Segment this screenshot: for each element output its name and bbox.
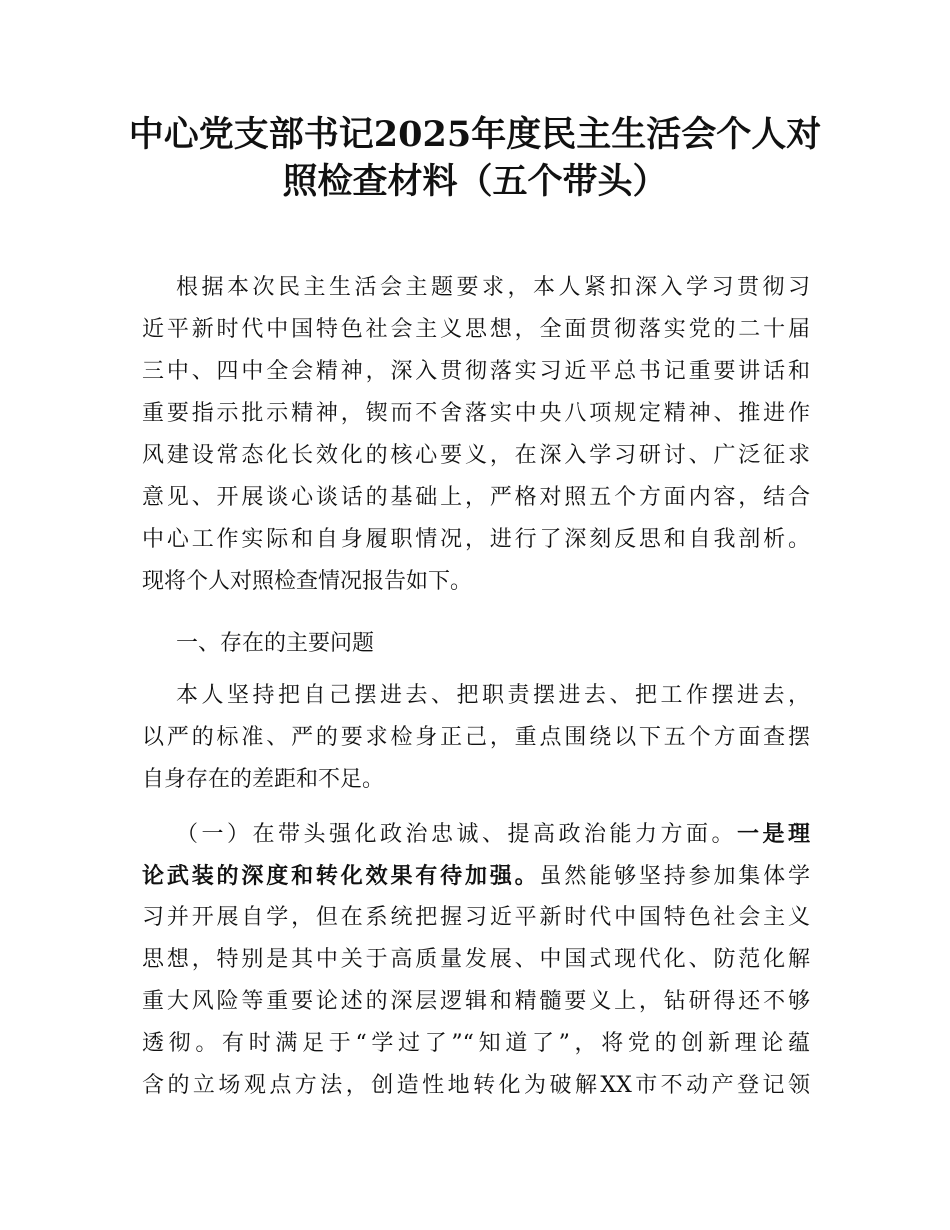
- paragraph-3-line: 习并开展自学，但在系统把握习近平新时代中国特色社会主义: [142, 905, 810, 930]
- paragraph-3-line: [176, 814, 810, 854]
- paragraph-1-line: 意见、开展谈心谈话的基础上，严格对照五个方面内容，结合: [142, 485, 810, 510]
- paragraph-3-line: 透彻。有时满足于“学过了”“知道了”，将党的创新理论蕴: [142, 1031, 810, 1056]
- section-heading: 一、存在的主要问题: [176, 631, 375, 656]
- paragraph-1-line: 近平新时代中国特色社会主义思想，全面贯彻落实党的二十届: [142, 317, 810, 342]
- bold-point-start: 一是理: [736, 821, 810, 847]
- paragraph-1-line: 现将个人对照检查情况报告如下。: [142, 569, 473, 594]
- paragraph-2-line: 本人坚持把自己摆进去、把职责摆进去、把工作摆进去，: [176, 683, 810, 708]
- paragraph-3-line: 思想，特别是其中关于高质量发展、中国式现代化、防范化解: [142, 947, 810, 972]
- paragraph-1-line: 重要指示批示精神，锲而不舍落实中央八项规定精神、推进作: [142, 401, 810, 426]
- paragraph-1-line: 三中、四中全会精神，深入贯彻落实习近平总书记重要讲话和: [142, 359, 810, 384]
- paragraph-1-line: 中心工作实际和自身履职情况，进行了深刻反思和自我剖析。: [142, 527, 810, 552]
- paragraph-1-line: 风建设常态化长效化的核心要义，在深入学习研讨、广泛征求: [142, 443, 810, 468]
- document-title-line-1: 中心党支部书记2025年度民主生活会个人对: [128, 114, 822, 155]
- document-title-line-2: 照检查材料（五个带头）: [282, 161, 668, 202]
- paragraph-1-line: 根据本次民主生活会主题要求，本人紧扣深入学习贯彻习: [176, 275, 810, 300]
- paragraph-3-text: 虽然能够坚持参加集体学: [539, 864, 810, 889]
- paragraph-2-line: 自身存在的差距和不足。: [142, 767, 385, 792]
- bold-point-end: 论武装的深度和转化效果有待加强。: [142, 863, 540, 889]
- paragraph-2-line: 以严的标准、严的要求检身正己，重点围绕以下五个方面查摆: [142, 725, 810, 750]
- subsection-label: （一）在带头强化政治忠诚、提高政治能力方面。: [176, 822, 737, 847]
- paragraph-3-line: 重大风险等重要论述的深层逻辑和精髓要义上，钻研得还不够: [142, 989, 810, 1014]
- paragraph-3-line: 含的立场观点方法，创造性地转化为破解XX市不动产登记领: [142, 1073, 810, 1098]
- paragraph-3-line: [142, 856, 810, 896]
